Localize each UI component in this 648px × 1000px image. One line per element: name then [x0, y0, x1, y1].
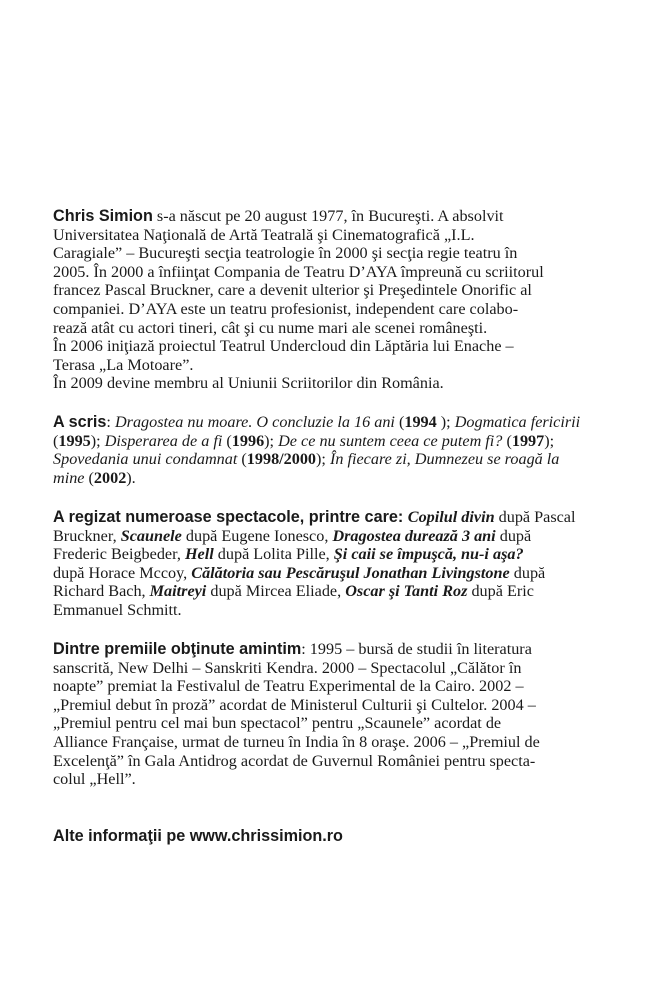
- awards-paragraph: [53, 640, 598, 789]
- bio-line: Universitatea Naţională de Artă Teatrală şi Cinematografică „I.L.: [53, 225, 475, 244]
- shows-line: Frederic Beigbeder, Hell după Lolita Pille, Şi caii se împuşcă, nu-i aşa?: [53, 545, 524, 564]
- show-title: Copilul divin: [407, 508, 495, 526]
- show-title: Călătoria sau Pescăruşul Jonathan Livingstone: [191, 563, 510, 582]
- work-title: mine: [53, 468, 85, 487]
- awards-line: „Premiul debut în proză” acordat de Ministerul Culturii şi Cultelor. 2004 –: [53, 695, 536, 714]
- work-year: 1996: [231, 431, 265, 450]
- more-info-line: [53, 827, 598, 846]
- work-title: Dragostea nu moare. O concluzie la 16 ani: [114, 413, 395, 431]
- works-line: A scris: Dragostea nu moare. O concluzie la 16 ani (1994 ); Dogmatica fericirii: [53, 413, 581, 431]
- bio-line: Terasa „La Motoare”.: [53, 355, 194, 374]
- bio-line: francez Pascal Bruckner, care a devenit ulterior şi Preşedintele Onorific al: [53, 281, 532, 300]
- works-line: mine (2002).: [53, 468, 136, 487]
- awards-label: Dintre premiile obţinute amintim: [53, 640, 302, 658]
- shows-line: Richard Bach, Maitreyi după Mircea Eliade, Oscar şi Tanti Roz după Eric: [53, 582, 534, 601]
- work-year: 1994: [404, 413, 437, 431]
- awards-line: „Premiul pentru cel mai bun spectacol” pentru „Scaunele” acordat de: [53, 714, 502, 733]
- shows-line: după Horace Mccoy, Călătoria sau Pescăruşul Jonathan Livingstone după: [53, 563, 546, 582]
- bio-line: rează atât cu actori tineri, cât şi cu nume mari ale scenei româneşti.: [53, 318, 488, 337]
- work-title: De ce nu suntem ceea ce putem fi?: [278, 431, 503, 450]
- author-name: Chris Simion: [53, 207, 153, 225]
- show-title: Hell: [184, 545, 214, 564]
- show-title: Oscar şi Tanti Roz: [345, 582, 468, 601]
- bio-line: Caragiale” – Bucureşti secţia teatrologie în 2000 şi secţia regie teatru în: [53, 244, 518, 263]
- website-text: Alte informaţii pe www.chrissimion.ro: [53, 827, 343, 845]
- bio-line: În 2009 devine membru al Uniunii Scriitorilor din România.: [53, 374, 444, 393]
- directed-label: A regizat numeroase spectacole, printre care:: [53, 508, 408, 526]
- bio-line: companiei. D’AYA este un teatru profesionist, independent care colabo-: [53, 299, 519, 318]
- show-title: Dragostea durează 3 ani: [332, 526, 496, 545]
- work-title: În fiecare zi, Dumnezeu se roagă la: [329, 450, 560, 469]
- work-year: 2002: [93, 468, 127, 487]
- bio-line: În 2006 iniţiază proiectul Teatrul Undercloud din Lăptăria lui Enache –: [53, 337, 514, 356]
- written-works-paragraph: [53, 413, 598, 487]
- work-year: 1995: [58, 431, 91, 450]
- work-title: Spovedania unui condamnat: [53, 450, 238, 469]
- directed-shows-paragraph: [53, 508, 598, 620]
- work-year: 1997: [511, 431, 545, 450]
- bio-line: 2005. În 2000 a înfiinţat Compania de Teatru D’AYA împreună cu scriitorul: [53, 262, 544, 281]
- show-title: Şi caii se împuşcă, nu-i aşa?: [333, 545, 524, 564]
- show-title: Scaunele: [120, 526, 182, 545]
- work-title: Dogmatica fericirii: [454, 413, 581, 431]
- work-year: 1998/2000: [246, 450, 317, 469]
- bio-line: Chris Simion s-a născut pe 20 august 1977, în Bucureşti. A absolvit: [53, 207, 504, 225]
- bio-paragraph: [53, 207, 598, 393]
- awards-line: Excelenţă” în Gala Antidrog acordat de Guvernul României pentru specta-: [53, 751, 536, 770]
- works-line: (1995); Disperarea de a fi (1996); De ce nu suntem ceea ce putem fi? (1997);: [53, 431, 555, 450]
- awards-line: noapte” premiat la Festivalul de Teatru Experimental de la Cairo. 2002 –: [53, 677, 524, 696]
- written-label: A scris: [53, 413, 107, 431]
- awards-line: colul „Hell”.: [53, 770, 136, 789]
- work-title: Disperarea de a fi: [104, 431, 223, 450]
- shows-line: Bruckner, Scaunele după Eugene Ionesco, Dragostea durează 3 ani după: [53, 526, 532, 545]
- awards-line: Dintre premiile obţinute amintim: 1995 – bursă de studii în literatura: [53, 640, 532, 658]
- show-title: Maitreyi: [149, 582, 207, 601]
- shows-line: A regizat numeroase spectacole, printre care: Copilul divin după Pascal: [53, 508, 576, 526]
- shows-line: Emmanuel Schmitt.: [53, 600, 182, 619]
- awards-line: sanscrită, New Delhi – Sanskriti Kendra. 2000 – Spectacolul „Călător în: [53, 658, 522, 677]
- awards-line: Alliance Française, urmat de turneu în India în 8 oraşe. 2006 – „Premiul de: [53, 732, 540, 751]
- works-line: Spovedania unui condamnat (1998/2000); În fiecare zi, Dumnezeu se roagă la: [53, 450, 560, 469]
